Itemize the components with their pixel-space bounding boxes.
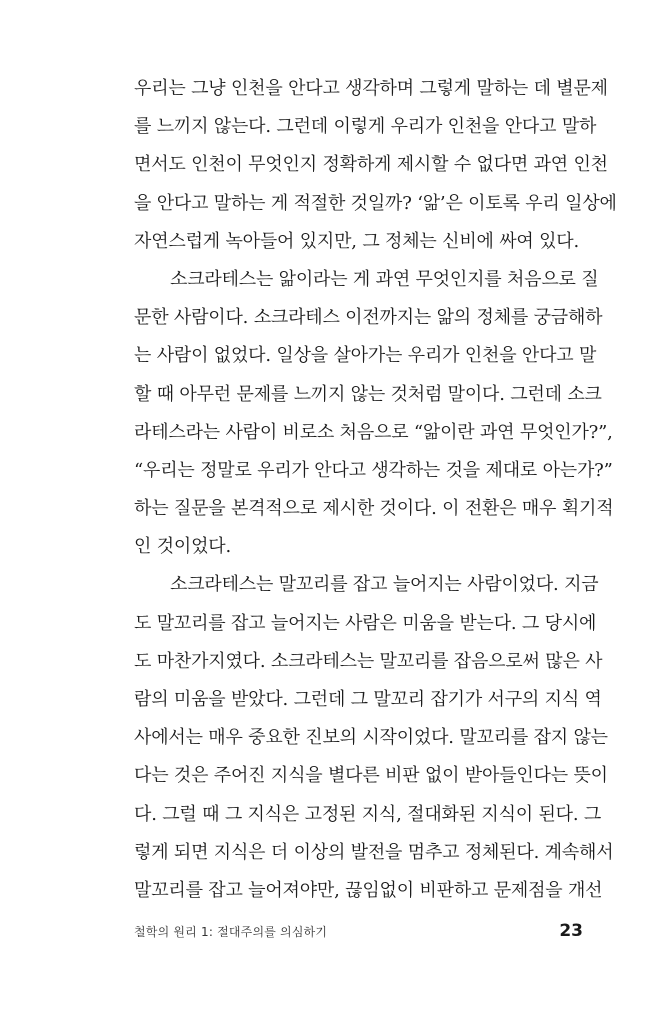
text-line-15: 도 말꼬리를 잡고 늘어지는 사람은 미움을 받는다. 그 당시에 <box>134 612 597 634</box>
text-line-6: 소크라테스는 앎이라는 게 과연 무엇인지를 처음으로 질 <box>170 268 599 290</box>
text-line-8: 는 사람이 없었다. 일상을 살아가는 우리가 인천을 안다고 말 <box>134 345 597 367</box>
text-line-18: 사에서는 매우 중요한 진보의 시작이었다. 말꼬리를 잡지 않는 <box>134 727 608 749</box>
text-line-9: 할 때 아무런 문제를 느끼지 않는 것처럼 말이다. 그런데 소크 <box>134 383 602 405</box>
text-line-1: 우리는 그냥 인천을 안다고 생각하며 그렇게 말하는 데 별문제 <box>134 78 608 99</box>
text-line-13: 인 것이었다. <box>134 536 231 558</box>
text-line-16: 도 마찬가지였다. 소크라테스는 말꼬리를 잡음으로써 많은 사 <box>134 650 603 672</box>
text-line-20: 다. 그럴 때 그 지식은 고정된 지식, 절대화된 지식이 된다. 그 <box>134 803 602 825</box>
text-line-22: 말꼬리를 잡고 늘어져야만, 끊임없이 비판하고 문제점을 개선 <box>134 879 603 901</box>
page-number: 23 <box>559 921 583 941</box>
page-body-text <box>134 70 617 910</box>
text-line-3: 면서도 인천이 무엇인지 정확하게 제시할 수 없다면 과연 인천 <box>134 154 608 176</box>
text-line-4: 을 안다고 말하는 게 적절한 것일까? ‘앎’은 이토록 우리 일상에 <box>134 192 617 214</box>
text-line-5: 자연스럽게 녹아들어 있지만, 그 정체는 신비에 싸여 있다. <box>134 230 580 252</box>
text-line-21: 렇게 되면 지식은 더 이상의 발전을 멈추고 정체된다. 계속해서 <box>134 841 614 863</box>
text-line-12: 하는 질문을 본격적으로 제시한 것이다. 이 전환은 매우 획기적 <box>134 498 614 520</box>
text-line-19: 다는 것은 주어진 지식을 별다른 비판 없이 받아들인다는 뜻이 <box>134 765 608 787</box>
page-footer <box>134 919 583 943</box>
running-book-title: 철학의 원리 1: 절대주의를 의심하기 <box>134 924 328 939</box>
text-line-17: 람의 미움을 받았다. 그런데 그 말꼬리 잡기가 서구의 지식 역 <box>134 689 602 710</box>
text-line-7: 문한 사람이다. 소크라테스 이전까지는 앎의 정체를 궁금해하 <box>134 307 603 329</box>
text-line-14: 소크라테스는 말꼬리를 잡고 늘어지는 사람이었다. 지금 <box>170 574 599 596</box>
text-line-10: 라테스라는 사람이 비로소 처음으로 “앎이란 과연 무엇인가?”, <box>134 421 613 443</box>
text-line-11: “우리는 정말로 우리가 안다고 생각하는 것을 제대로 아는가?” <box>134 459 613 481</box>
text-line-2: 를 느끼지 않는다. 그런데 이렇게 우리가 인천을 안다고 말하 <box>134 116 597 138</box>
